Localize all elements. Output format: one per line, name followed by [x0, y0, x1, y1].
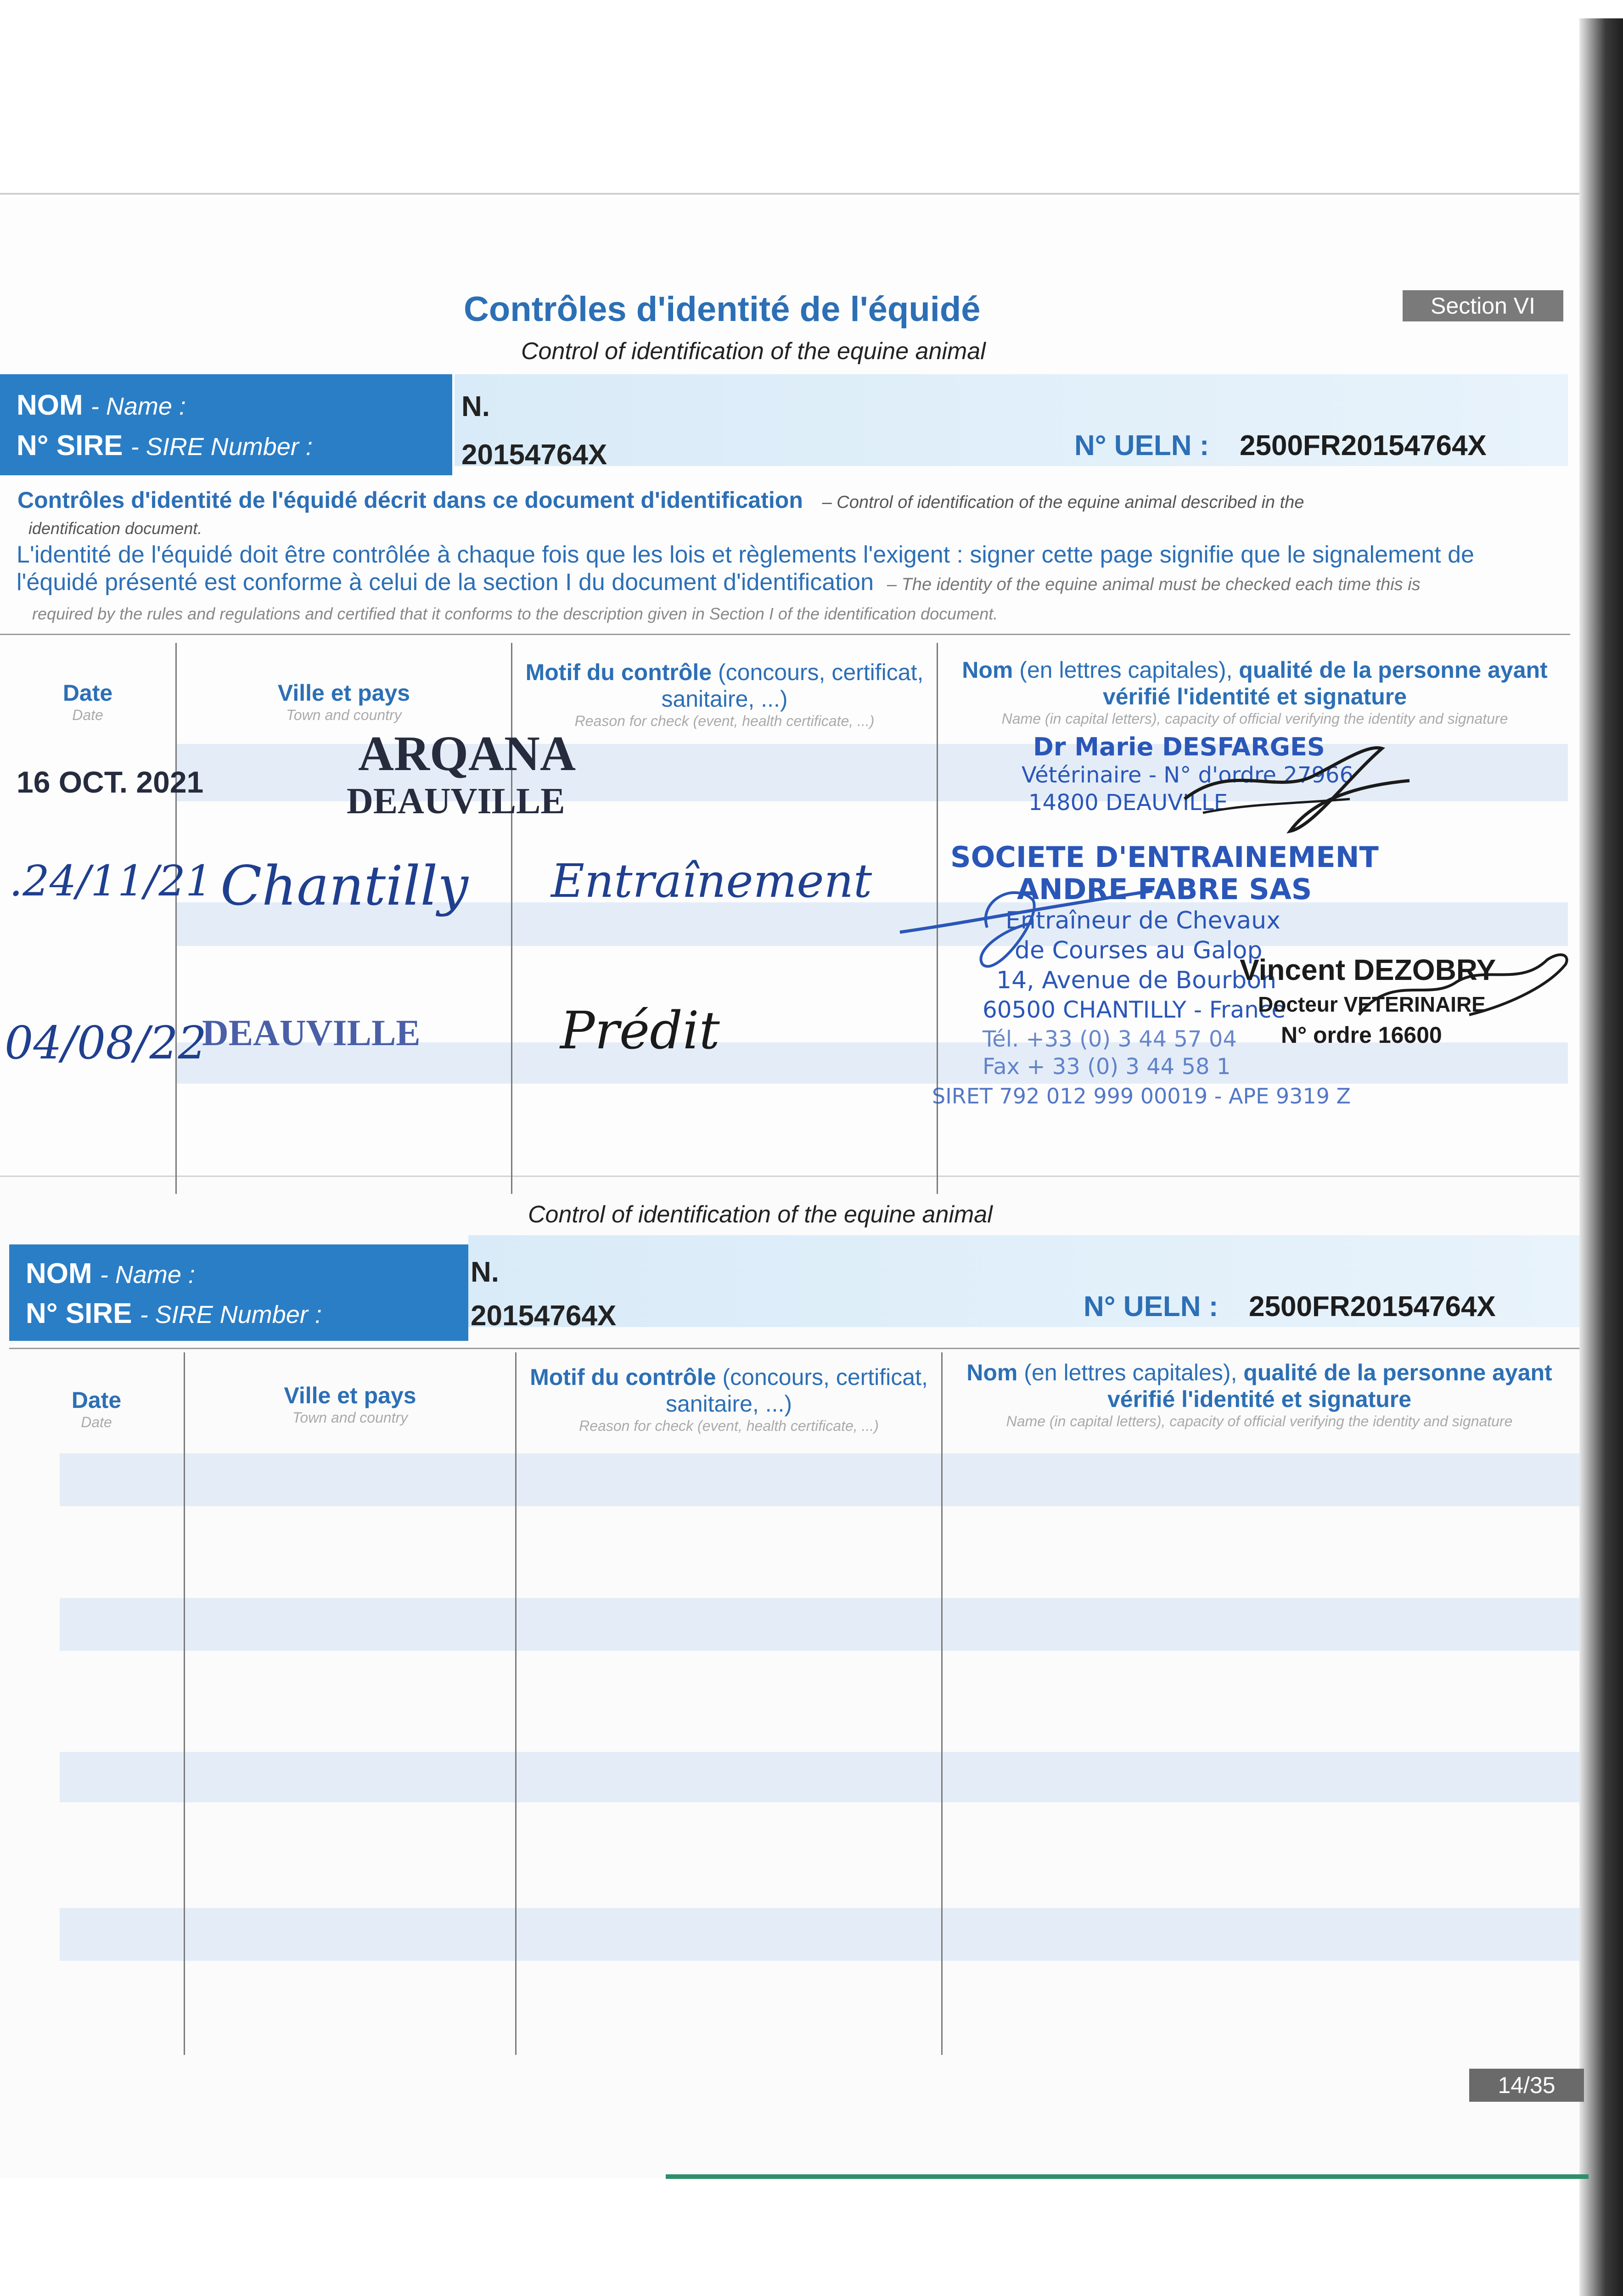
- row3-date-handwritten: 04/08/22: [5, 1017, 207, 1069]
- col-ville-header: Ville et pays Town and country: [277, 680, 410, 723]
- control-heading: Contrôles d'identité de l'équidé décrit dans ce document d'identification – Control of identification of the equine animal described in the: [17, 487, 1304, 513]
- page2-col-nom-header: Nom (en lettres capitales), qualité de la personne ayant vérifié l'identité et signature Name (in capital letters), capacity of official verifying the identity and signature: [966, 1360, 1552, 1429]
- table2-col-divider-2: [515, 1352, 517, 2055]
- table2-stripe-4: [60, 1908, 1579, 1961]
- scan-margin-top: [0, 0, 1579, 193]
- page2-sire-label: N° SIRE - SIRE Number :: [26, 1298, 322, 1329]
- col-nom-header: Nom (en lettres capitales), qualité de la personne ayant vérifié l'identité et signature Name (in capital letters), capacity of official verifying the identity and signature: [962, 657, 1548, 727]
- ueln-value: 2500FR20154764X: [1240, 430, 1487, 461]
- page2-ueln-value: 2500FR20154764X: [1249, 1291, 1496, 1322]
- page-number: 14/35: [1469, 2069, 1584, 2102]
- row1-date-stamp: 16 OCT. 2021: [17, 765, 204, 799]
- table2-col-divider-1: [184, 1352, 185, 2055]
- page2-col-motif-header: Motif du contrôle (concours, certificat, sanitaire, ...) Reason for check (event, health certificate, ...): [530, 1364, 928, 1434]
- sire-value: 20154764X: [461, 439, 607, 471]
- row1-vet-name: Dr Marie DESFARGES: [1033, 732, 1325, 761]
- control-heading-en-cont: identification document.: [28, 519, 202, 538]
- row2-stamp-line3: Entraîneur de Chevaux: [1005, 907, 1280, 934]
- page2-col-ville-header: Ville et pays Town and country: [284, 1383, 416, 1426]
- row1-place-line2: DEAUVILLE: [347, 781, 565, 822]
- row3-reason-handwritten: Prédit: [560, 1001, 720, 1061]
- row2-stamp-line5: 14, Avenue de Bourbon: [996, 967, 1277, 994]
- page2-identity-label-box: [9, 1244, 468, 1341]
- page2-sire-value: 20154764X: [471, 1300, 617, 1332]
- row3-signature-icon: [1354, 946, 1575, 1038]
- table2-stripe-1: [60, 1453, 1579, 1506]
- row1-vet-order: Vétérinaire - N° d'ordre 27966: [1022, 762, 1353, 788]
- page2-ueln-label: N° UELN :: [1084, 1291, 1219, 1322]
- col-date-header: Date Date: [62, 680, 113, 723]
- table2-stripe-3: [60, 1752, 1579, 1802]
- row3-vet-title: Docteur VETERINAIRE: [1258, 992, 1486, 1016]
- section-badge: Section VI: [1403, 290, 1563, 321]
- page2-subtitle: Control of identification of the equine animal: [528, 1201, 993, 1228]
- row3-vet-order: N° ordre 16600: [1281, 1022, 1442, 1048]
- row2-reason-handwritten: Entraînement: [551, 854, 872, 908]
- identity-label-box: [0, 374, 452, 475]
- row1-signature-icon: [1175, 735, 1414, 840]
- row2-stamp-line9: SIRET 792 012 999 00019 - APE 9319 Z: [932, 1084, 1351, 1109]
- row2-stamp-line8: Fax + 33 (0) 3 44 58 1: [983, 1054, 1231, 1080]
- row2-stamp-line7: Tél. +33 (0) 3 44 57 04: [983, 1026, 1237, 1052]
- page2-nom-label: NOM - Name :: [26, 1258, 195, 1289]
- page2-col-date-header: Date Date: [71, 1387, 122, 1430]
- ueln-label: N° UELN :: [1074, 430, 1209, 461]
- row2-stamp-line4: de Courses au Galop: [1015, 937, 1263, 964]
- table1-top-rule: [0, 634, 1570, 635]
- row1-place-line1: ARQANA: [358, 726, 576, 781]
- table2-stripe-2: [60, 1598, 1579, 1651]
- row2-stamp-line2: ANDRE FABRE SAS: [1017, 872, 1312, 906]
- row2-date-handwritten: .24/11/21: [9, 856, 213, 906]
- table2-top-rule: [9, 1348, 1579, 1349]
- row3-place-stamp: DEAUVILLE: [202, 1013, 421, 1053]
- row2-signature-icon: [895, 872, 1171, 992]
- row2-place-handwritten: Chantilly: [220, 854, 468, 917]
- booklet-cover-edge: [666, 2174, 1589, 2179]
- sire-label: N° SIRE - SIRE Number :: [17, 430, 313, 461]
- table2-col-divider-3: [941, 1352, 943, 2055]
- table1-col-divider-1: [175, 643, 177, 1194]
- control-paragraph: L'identité de l'équidé doit être contrôlée à chaque fois que les lois et règlements l'exigent : signer cette page signifie que le signalement de l'équidé présenté est conforme à celui de la section I du document d'identification – The identity of the equine animal must be checked each time this is: [17, 541, 1474, 596]
- row3-vet-name: Vincent DEZOBRY: [1240, 953, 1496, 986]
- row2-stamp-line1: SOCIETE D'ENTRAINEMENT: [950, 840, 1379, 874]
- page2-nom-value: N.: [471, 1256, 499, 1288]
- row1-vet-city: 14800 DEAUVILLE: [1028, 790, 1228, 816]
- nom-label: NOM - Name :: [17, 389, 186, 421]
- nom-value: N.: [461, 391, 490, 422]
- control-paragraph-en: required by the rules and regulations and certified that it conforms to the description given in Section I of the identification document.: [32, 604, 998, 623]
- scanner-edge: [1579, 18, 1623, 2296]
- page-title: Contrôles d'identité de l'équidé: [464, 290, 981, 329]
- col-motif-header: Motif du contrôle (concours, certificat, sanitaire, ...) Reason for check (event, health certificate, ...): [525, 659, 924, 729]
- row2-stamp-line6: 60500 CHANTILLY - France: [983, 996, 1286, 1023]
- page-subtitle: Control of identification of the equine animal: [521, 338, 986, 365]
